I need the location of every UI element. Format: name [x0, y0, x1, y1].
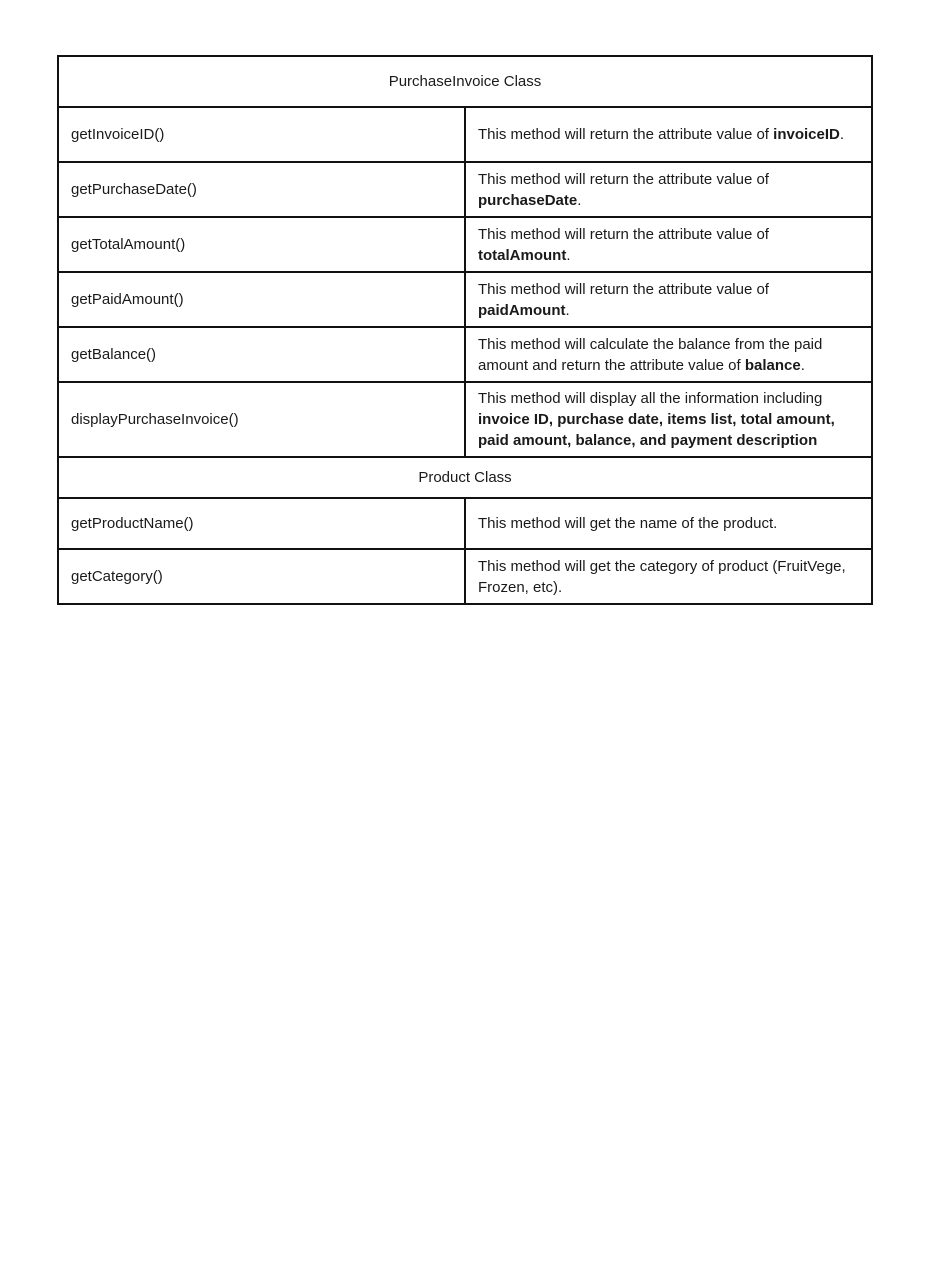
section-header-purchaseinvoice: [58, 56, 872, 107]
desc-text: This method will calculate the balance from the paid amount and return the attribute value of: [478, 335, 823, 374]
desc-text: This method will get the category of product (FruitVege, Frozen, etc).: [478, 557, 846, 596]
desc-text: .: [577, 191, 582, 209]
method-description: [465, 382, 872, 457]
method-description: [465, 549, 872, 604]
table-row: [58, 107, 872, 162]
section-header-product: [58, 457, 872, 498]
section-title: Product Class: [58, 457, 872, 498]
desc-text: This method will get the name of the product.: [478, 515, 778, 532]
table-row: [58, 327, 872, 382]
section-title: PurchaseInvoice Class: [58, 56, 872, 107]
desc-attribute: invoice ID, purchase date, items list, total amount, paid amount, balance, and payment description: [478, 411, 835, 449]
method-description: [465, 162, 872, 217]
method-name: getBalance(): [58, 327, 465, 382]
table-row: [58, 549, 872, 604]
desc-text: .: [800, 356, 805, 374]
method-description: [465, 107, 872, 162]
class-methods-table: [57, 55, 873, 605]
desc-text: .: [565, 301, 570, 319]
method-name: getCategory(): [58, 549, 465, 604]
desc-text: This method will display all the information including: [478, 390, 823, 407]
desc-attribute: purchaseDate: [478, 191, 578, 209]
method-name: getProductName(): [58, 498, 465, 549]
table-row: [58, 272, 872, 327]
desc-attribute: invoiceID: [773, 126, 840, 143]
desc-text: This method will return the attribute value of: [478, 280, 769, 298]
method-name: getPaidAmount(): [58, 272, 465, 327]
method-description: [465, 498, 872, 549]
table-row: [58, 162, 872, 217]
desc-text: This method will return the attribute value of: [478, 225, 769, 243]
desc-text: .: [839, 126, 845, 143]
method-name: displayPurchaseInvoice(): [58, 382, 465, 457]
desc-attribute: balance: [744, 356, 801, 374]
table-row: [58, 498, 872, 549]
method-name: getInvoiceID(): [58, 107, 465, 162]
method-description: [465, 272, 872, 327]
method-name: getPurchaseDate(): [58, 162, 465, 217]
table-row: [58, 382, 872, 457]
desc-text: This method will return the attribute value of: [478, 126, 774, 143]
table-row: [58, 217, 872, 272]
desc-text: .: [566, 246, 571, 264]
desc-text: This method will return the attribute value of: [478, 170, 769, 188]
method-name: getTotalAmount(): [58, 217, 465, 272]
desc-attribute: paidAmount: [478, 301, 566, 319]
method-description: [465, 217, 872, 272]
method-description: [465, 327, 872, 382]
desc-attribute: totalAmount: [478, 246, 567, 264]
